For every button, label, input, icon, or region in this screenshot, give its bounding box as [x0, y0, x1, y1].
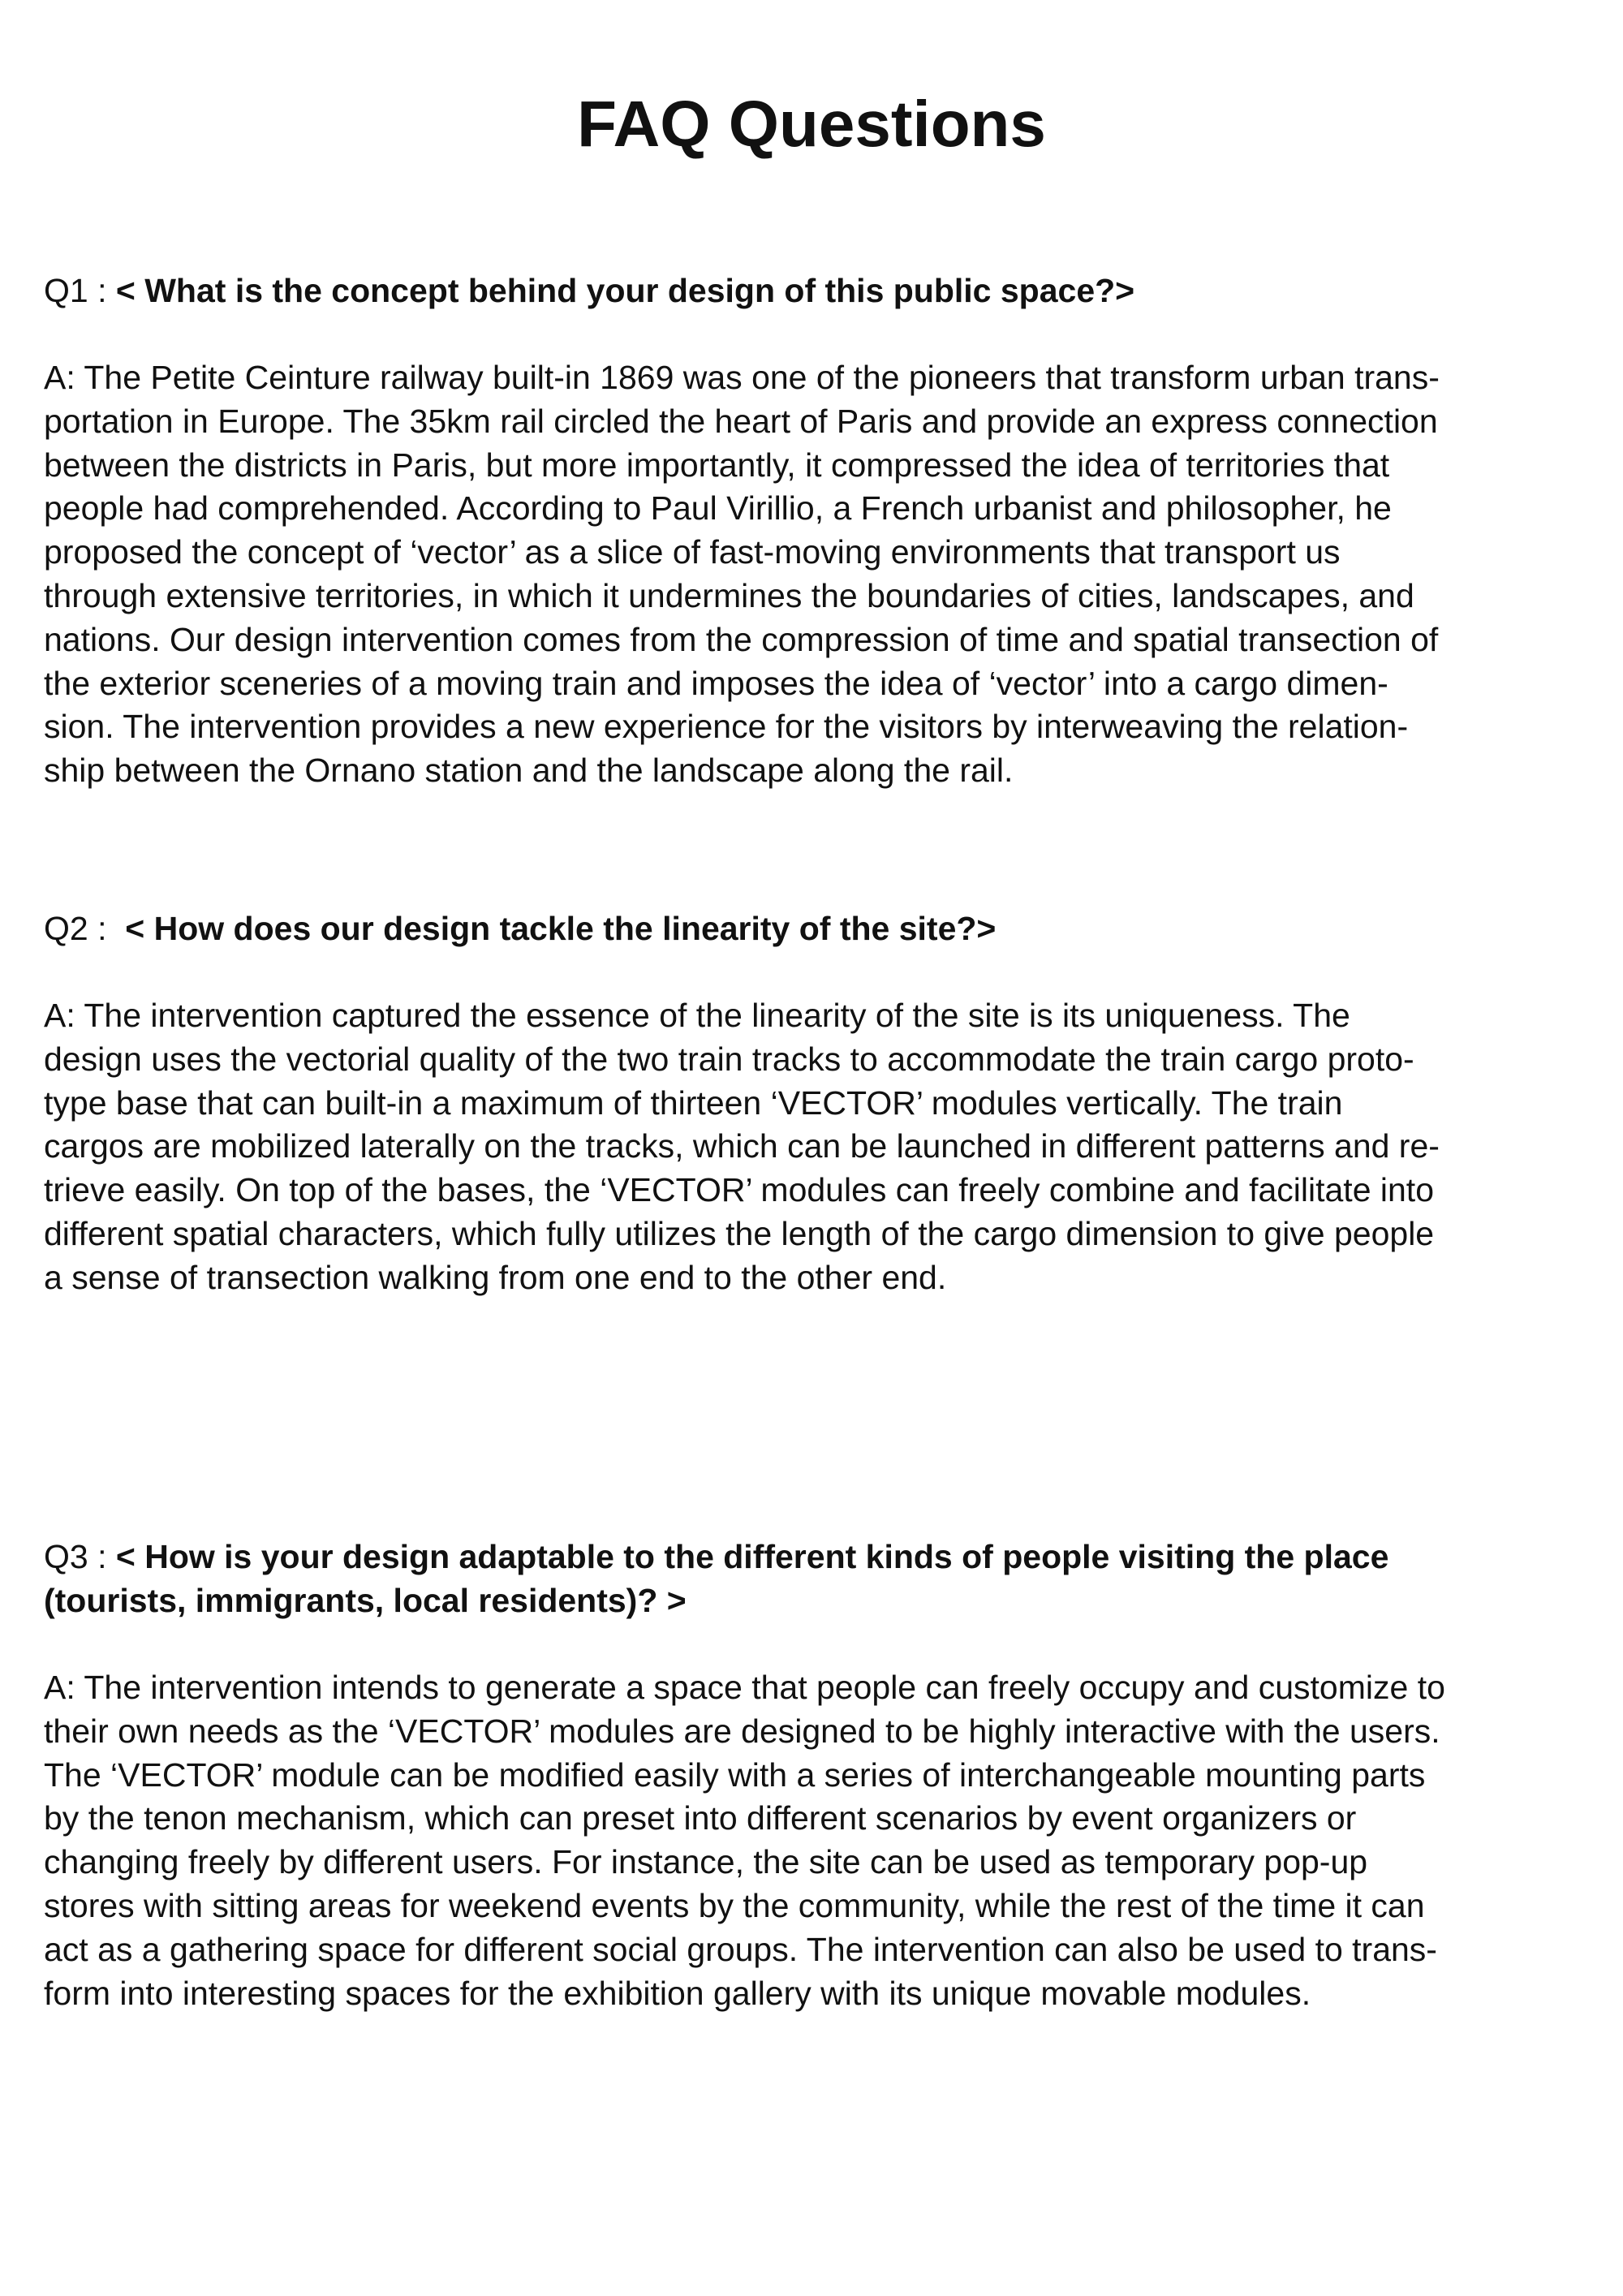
answer-2: A: The intervention captured the essence of the linearity of the site is its uniqueness. The design uses the vectorial quality of the two train tracks to accommodate the train cargo proto- type base that can built-in a maximum of thirteen ‘VECTOR’ modules vertically. The train cargos are mobilized laterally on the tracks, which can be launched in different patterns and re- trieve easily. On top of the bases, the ‘VECTOR’ modules can freely combine and facilitate into different spatial characters, which fully utilizes the length of the cargo dimension to give people a sense of transection walking from one end to the other end.	[44, 997, 1440, 1296]
question-label: Q1 :	[44, 272, 107, 309]
answer-1: A: The Petite Ceinture railway built-in 1869 was one of the pioneers that transform urban trans- portation in Europe. The 35km rail circled the heart of Paris and provide an express connection between the districts in Paris, but more importantly, it compressed the idea of territories that people had comprehended. According to Paul Virillio, a French urbanist and philosopher, he proposed the concept of ‘vector’ as a slice of fast-moving environments that transport us through extensive territories, in which it undermines the boundaries of cities, landscapes, and nations. Our design intervention comes from the compression of time and spatial transection of the exterior sceneries of a moving train and imposes the idea of ‘vector’ into a cargo dimen- sion. The intervention provides a new experience for the visitors by interweaving the relation- ship between the Ornano station and the landscape along the rail.	[44, 359, 1440, 790]
faq-item-3	[44, 1535, 1586, 2015]
question-label: Q2 :	[44, 910, 107, 947]
question-text: < How is your design adaptable to the different kinds of people visiting the place (tourists, immigrants, local residents)? >	[44, 1538, 1389, 1619]
faq-item-2	[44, 907, 1586, 1300]
question-label: Q3 :	[44, 1538, 107, 1575]
question-3	[44, 1535, 1586, 1622]
question-2	[44, 907, 1586, 950]
question-text: < What is the concept behind your design of this public space?>	[115, 272, 1135, 309]
page-title: FAQ Questions	[577, 88, 1046, 160]
answer-3: A: The intervention intends to generate a space that people can freely occupy and customize to their own needs as the ‘VECTOR’ modules are designed to be highly interactive with the users. The ‘VECTOR’ module can be modified easily with a series of interchangeable mounting parts by the tenon mechanism, which can preset into different scenarios by event organizers or changing freely by different users. For instance, the site can be used as temporary pop-up stores with sitting areas for weekend events by the community, while the rest of the time it can act as a gathering space for different social groups. The intervention can also be used to trans- form into interesting spaces for the exhibition gallery with its unique movable modules.	[44, 1669, 1445, 2012]
question-text: < How does our design tackle the linearity of the site?>	[125, 910, 997, 947]
faq-item-1	[44, 269, 1586, 793]
question-1	[44, 269, 1586, 312]
